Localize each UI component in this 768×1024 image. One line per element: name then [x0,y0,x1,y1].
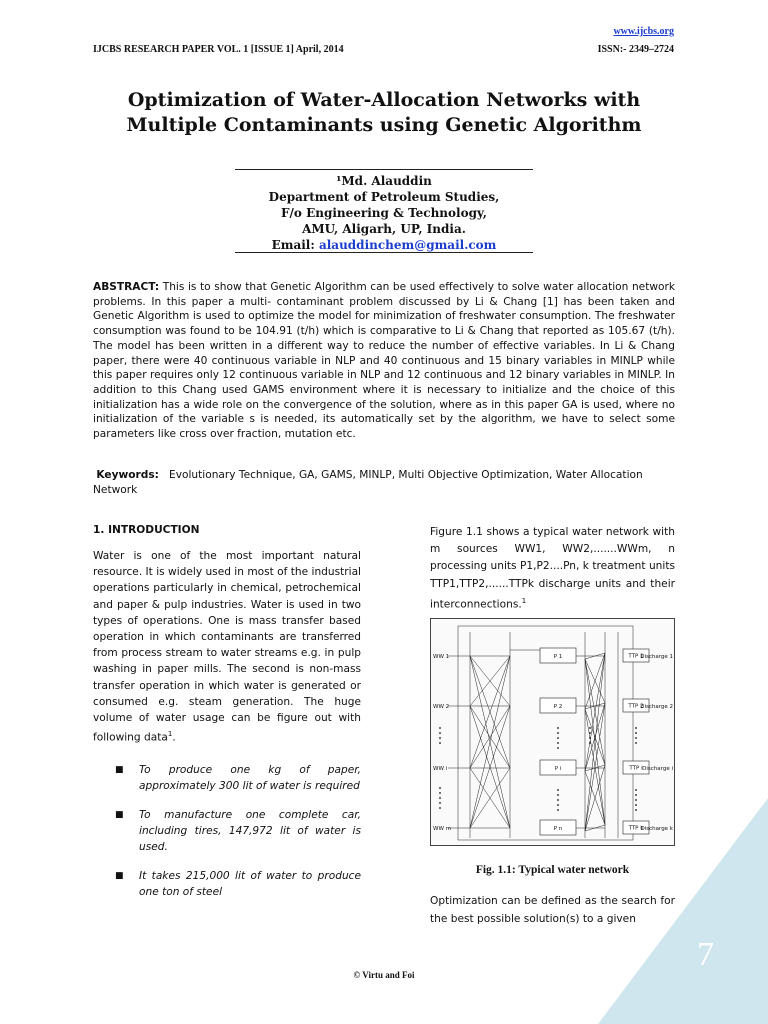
author-block [235,173,533,253]
email-link[interactable]: alauddinchem@gmail.com [318,238,497,252]
ellipsis-dot [635,732,637,734]
ellipsis-dot [589,732,591,734]
footer-copyright: © Virtu and Foi [353,970,415,980]
journal-header: IJCBS RESEARCH PAPER VOL. 1 [ISSUE 1] April, 2014 [93,44,344,55]
page-number: 7 [697,936,714,973]
title-line-1: Optimization of Water-Allocation Networks with [127,89,641,111]
ellipsis-dot [439,802,441,804]
list-item: ■ To manufacture one complete car, including tires, 147,972 lit of water is used. [115,808,361,853]
source-label: WW m [433,826,451,832]
bullet-icon: ■ [115,764,124,775]
left-column [93,524,361,913]
unit-label: P n [553,826,563,832]
discharge-label: Discharge 1 [640,654,673,660]
issn-label: ISSN:- 2349–2724 [597,44,674,55]
treatment-label: TTP 1 [628,653,644,660]
ellipsis-dot [589,742,591,744]
right-column [430,524,675,614]
abstract [93,280,675,442]
intro-bullet-list [93,762,361,900]
ellipsis-dot [635,794,637,796]
list-item: ■ It takes 215,000 lit of water to produce one ton of steel [115,869,361,898]
abstract-text: This is to show that Genetic Algorithm can be used effectively to solve water allocation network problems. In this paper a multi- contaminant problem discussed by Li & Chang [1] has been taken and Genetic Algorithm is used to optimize the model for minimization of freshwater consumption. The freshwater consumption was found to be 104.91 (t/h) which is comparative to Li & Chang that reported as 105.67 (t/h). The model has been written in a different way to reduce the number of effective variables. In Li & Chang paper, there were 40 continuous variable in NLP and 40 continuous and 15 binary variables in MINLP while this paper requires only 12 continuous variable in NLP and 12 continuous and 12 binary variables in MINLP. In addition to this Chang used GAMS environment where it is necessary to initialize and the choice of this initialization has a wide role on the convergence of the solution, where as in this paper GA is used, where no initialization of the variable s is needed, its automatically set by the algorithm, we have to select some parameters like cross over fraction, mutation etc. [93,281,675,441]
keywords [93,468,675,498]
author-rule-top [235,169,533,170]
ellipsis-dot [557,727,559,729]
paper-title [93,88,675,138]
ellipsis-dot [439,797,441,799]
ellipsis-dot [439,737,441,739]
intro-ref: 1 [167,730,173,739]
author-affiliation-2: F/o Engineering & Technology, [281,206,487,220]
ellipsis-dot [557,789,559,791]
ellipsis-dot [557,809,559,811]
figure-description: Figure 1.1 shows a typical water network with m sources WW1, WW2,.......WWm, n processing units P1,P2....Pn, k treatment units TTP1,TTP2,......TTPk discharge units and their interconnections.$^1$ [430,526,675,611]
intro-paragraph: Water is one of the most important natural resource. It is widely used in most of the industrial operations particularly in chemical, petrochemical and paper & pulp industries. Water is used in two types of operations. One is mass transfer based operation in which contaminants are transferred from process stream to water streams e.g. in pulp washing in paper mills. The second is non-mass transfer operation in which water is generated or consumed e.g. steam generation. The huge volume of water usage can be figure out with following data$^1$. [93,550,362,744]
figure-caption: Fig. 1.1: Typical water network [475,864,630,876]
title-line-2: Multiple Contaminants using Genetic Algorithm [126,114,642,136]
ellipsis-dot [439,807,441,809]
list-item: ■ To produce one kg of paper, approximately 300 lit of water is required [115,763,361,792]
source-label: WW 1 [433,654,450,660]
source-label: WW 2 [433,704,450,710]
author-affiliation-1: Department of Petroleum Studies, [268,190,500,204]
treatment-label: TTP i [629,765,643,772]
keywords-label: Keywords: [96,469,159,481]
ellipsis-dot [439,792,441,794]
author-rule-bottom [235,252,533,253]
ellipsis-dot [557,742,559,744]
treatment-label: TTP 2 [628,703,644,710]
bullet-icon: ■ [115,809,124,820]
ellipsis-dot [635,804,637,806]
source-label: WW i [433,766,448,772]
ellipsis-dot [557,732,559,734]
treatment-label: TTP k [628,825,644,832]
email-label: Email: [271,238,315,252]
bullet-icon: ■ [115,870,124,881]
intro-heading: 1. INTRODUCTION [93,524,200,536]
ellipsis-dot [439,787,441,789]
site-url-link[interactable]: www.ijcbs.org [613,26,674,37]
abstract-label: ABSTRACT: [93,281,160,293]
ellipsis-dot [439,727,441,729]
ellipsis-dot [635,727,637,729]
ellipsis-dot [557,804,559,806]
ellipsis-dot [557,799,559,801]
ellipsis-dot [635,789,637,791]
discharge-label: Discharge k [640,826,673,832]
ellipsis-dot [439,742,441,744]
author-affiliation-3: AMU, Aligarh, UP, India. [302,222,466,236]
keywords-text: Evolutionary Technique, GA, GAMS, MINLP, Multi Objective Optimization, Water Allocation Network [93,469,643,496]
ellipsis-dot [635,809,637,811]
ellipsis-dot [589,727,591,729]
ellipsis-dot [557,737,559,739]
ellipsis-dot [557,747,559,749]
unit-label: P 1 [553,654,563,660]
discharge-label: Discharge 2 [640,704,673,710]
ellipsis-dot [439,732,441,734]
unit-label: P i [554,766,562,772]
unit-label: P 2 [553,704,563,710]
ellipsis-dot [557,794,559,796]
figure-ref: 1 [521,596,527,605]
ellipsis-dot [635,799,637,801]
optimization-paragraph: Optimization can be defined as the search for the best possible solution(s) to a given [430,895,675,925]
ellipsis-dot [635,742,637,744]
discharge-label: Discharge i [642,766,673,772]
author-email [235,237,533,253]
water-network-figure [430,618,675,846]
ellipsis-dot [635,737,637,739]
ellipsis-dot [589,737,591,739]
author-name: ¹Md. Alauddin [336,174,432,188]
